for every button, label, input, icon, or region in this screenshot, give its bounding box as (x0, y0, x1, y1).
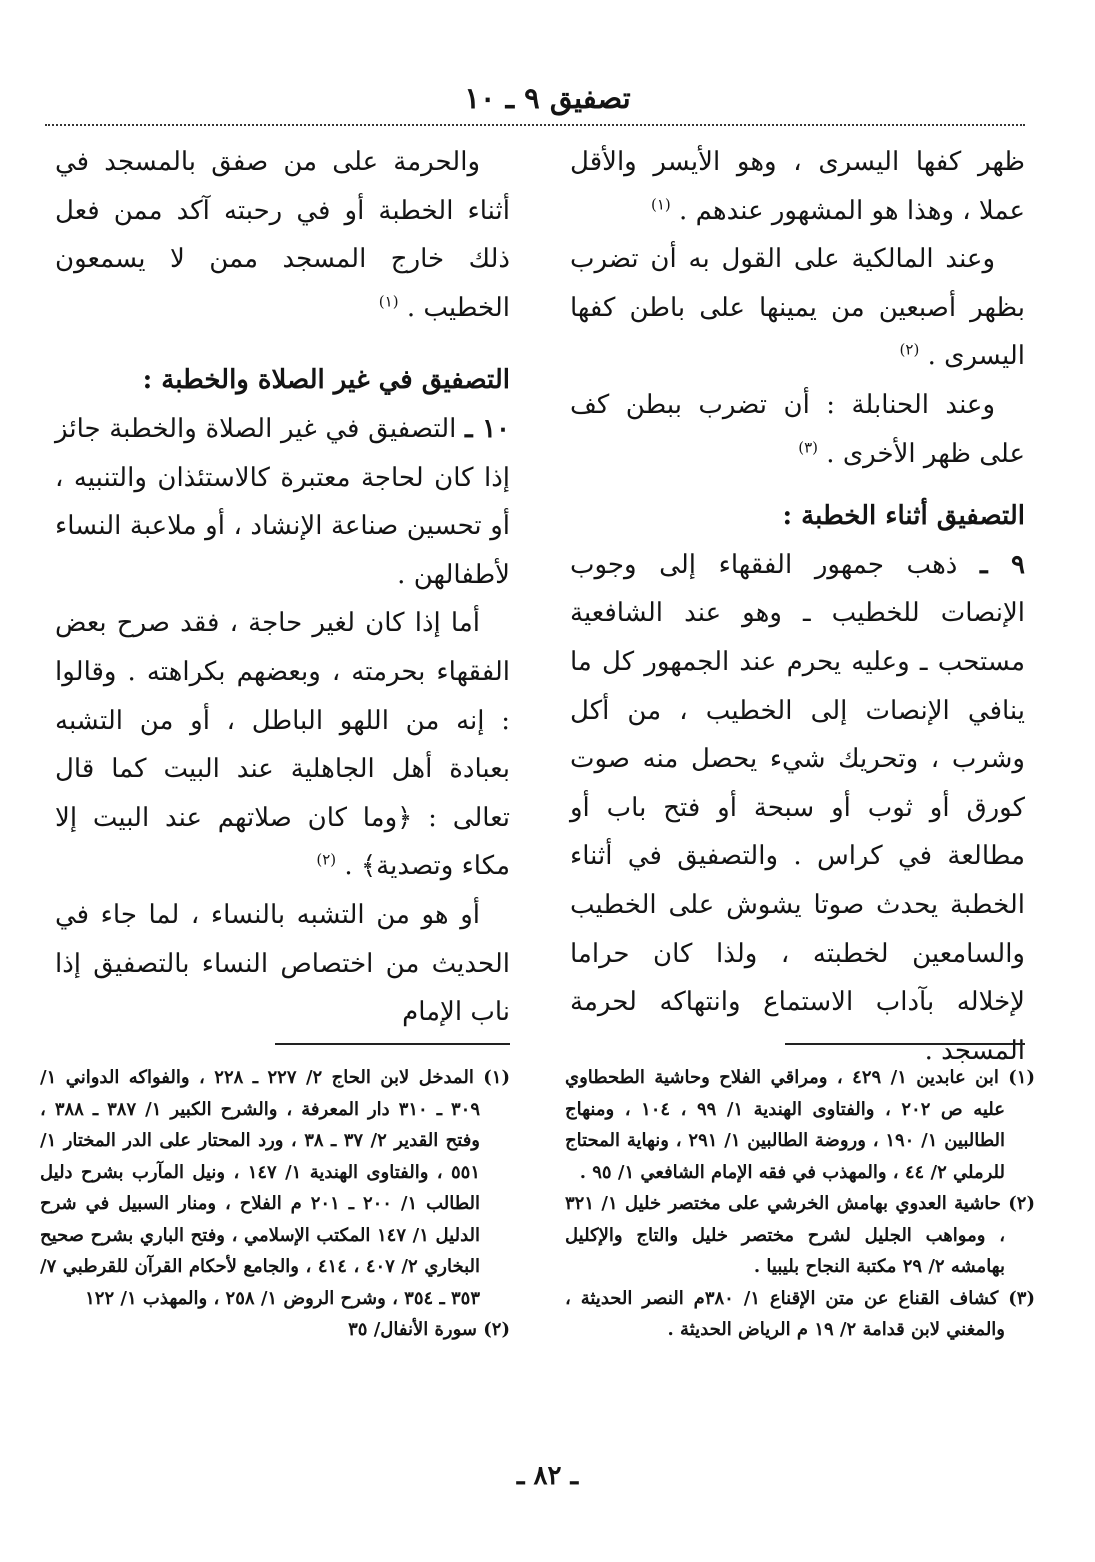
footnote: (١) ابن عابدين ١/ ٤٢٩ ، ومراقي الفلاح وحاشية الطحطاوي عليه ص ٢٠٢ ، والفتاوى الهندية ١/ ٩٩ ، ١٠٤ ، ومنهاج الطالبين ١/ ١٩٠ ، وروضة الطالبين ١/ ٢٩١ ، ونهاية المحتاج للرملي ٢/ ٤٤ ، والمهذب في فقه الإمام الشافعي ١/ ٩٥ . (565, 1067, 1035, 1183)
footnote-ref: (١) (651, 194, 671, 213)
footnote-ref: (٢) (316, 850, 337, 869)
paragraph: ٩ ـ ذهب جمهور الفقهاء إلى وجوب الإنصات للخطيب ـ وهو عند الشافعية مستحب ـ وعليه يحرم عند الجمهور كل ما ينافي الإنصات إلى الخطيب ، من أكل وشرب ، وتحريك شيء يحصل منه صوت كورق أو ثوب أو سبحة أو فتح باب أو مطالعة في كراس . والتصفيق في أثناء الخطبة يحدث صوتا يشوش على الخطيب والسامعين لخطبته ، ولذا كان حراما لإخلاله بآداب الاستماع وانتهاكه لحرمة المسجد . (570, 549, 1026, 1066)
header-divider (45, 124, 1025, 126)
page-number: ـ ٨٢ ـ (516, 1461, 579, 1491)
section-heading: التصفيق أثناء الخطبة : (782, 501, 1025, 532)
footnote-ref: (٢) (899, 340, 920, 359)
right-column (570, 138, 1025, 1075)
footnote: (٣) كشاف القناع عن متن الإقناع ١/ ٣٨٠م النصر الحديثة ، والمغني لابن قدامة ٢/ ١٩ م الرياض الحديثة . (565, 1287, 1035, 1340)
quran-quote: ﴿وما كان صلاتهم عند البيت إلا مكاء وتصدية﴾ (55, 802, 510, 882)
left-column (55, 138, 510, 1037)
footnote-divider (785, 1043, 1025, 1045)
footnote: (٢) حاشية العدوي بهامش الخرشي على مختصر خليل ١/ ٣٢١ ، ومواهب الجليل لشرح مختصر خليل والتاج والإكليل بهامشه ٢/ ٢٩ مكتبة النجاح بليبيا . (565, 1193, 1035, 1277)
paragraph-number: ٩ ـ (980, 549, 1026, 580)
paragraph-number: ١٠ ـ (465, 413, 511, 444)
paragraph: أما إذا كان لغير حاجة ، فقد صرح بعض الفقهاء بحرمته ، وبعضهم بكراهته . وقالوا : إنه من اللهو الباطل ، أو من التشبه بعبادة أهل الجاهلية عند البيت كما قال تعالى : ﴿وما كان صلاتهم عند البيت إلا مكاء وتصدية﴾ . $^{(٢)}$ (55, 608, 510, 882)
footnote-ref: (١) (378, 292, 399, 311)
footnote-ref: (٣) (798, 437, 819, 456)
paragraph: وعند الحنابلة : أن تضرب ببطن كف على ظهر الأخرى . $^{(٣)}$ (570, 389, 1025, 469)
footnotes-left (40, 1062, 510, 1346)
section-heading: التصفيق في غير الصلاة والخطبة : (142, 365, 510, 396)
footnote: (٢) سورة الأنفال/ ٣٥ (348, 1319, 510, 1340)
paragraph: والحرمة على من صفق بالمسجد في أثناء الخطبة أو في رحبته آكد ممن فعل ذلك خارج المسجد ممن لا يسمعون الخطيب . $^{(١)}$ (55, 147, 510, 323)
footnote: (١) المدخل لابن الحاج ٢/ ٢٢٧ ـ ٢٢٨ ، والفواكه الدواني ١/ ٣٠٩ ـ ٣١٠ دار المعرفة ، والشرح الكبير ١/ ٣٨٧ ـ ٣٨٨ ، وفتح القدير ٢/ ٣٧ ـ ٣٨ ، ورد المحتار على الدر المختار ١/ ٥٥١ ، والفتاوى الهندية ١/ ١٤٧ ، ونيل المآرب بشرح دليل الطالب ١/ ٢٠٠ ـ ٢٠١ م الفلاح ، ومنار السبيل في شرح الدليل ١/ ١٤٧ المكتب الإسلامي ، وفتح الباري بشرح صحيح البخاري ٢/ ٤٠٧ ، ٤١٤ ، والجامع لأحكام القرآن للقرطبي ٧/ ٣٥٣ ـ ٣٥٤ ، وشرح الروض ١/ ٢٥٨ ، والمهذب ١/ ١٢٢ (40, 1067, 510, 1309)
page-title: تصفيق ٩ ـ ١٠ (464, 81, 631, 115)
paragraph: ١٠ ـ التصفيق في غير الصلاة والخطبة جائز إذا كان لحاجة معتبرة كالاستئذان والتنبيه ، أو تحسين صناعة الإنشاد ، أو ملاعبة النساء لأطفالهن . (55, 413, 511, 590)
footnote-divider (275, 1043, 510, 1045)
footnotes-right (565, 1062, 1035, 1346)
paragraph: ظهر كفها اليسرى ، وهو الأيسر والأقل عملا ، وهذا هو المشهور عندهم . $^{(١)}$ (570, 147, 1025, 226)
paragraph: وعند المالكية على القول به أن تضرب بظهر أصبعين من يمينها على باطن كفها اليسرى . $^{(٢)}$ (570, 244, 1025, 372)
paragraph: أو هو من التشبه بالنساء ، لما جاء في الحديث من اختصاص النساء بالتصفيق إذا ناب الإمام (55, 899, 510, 1028)
